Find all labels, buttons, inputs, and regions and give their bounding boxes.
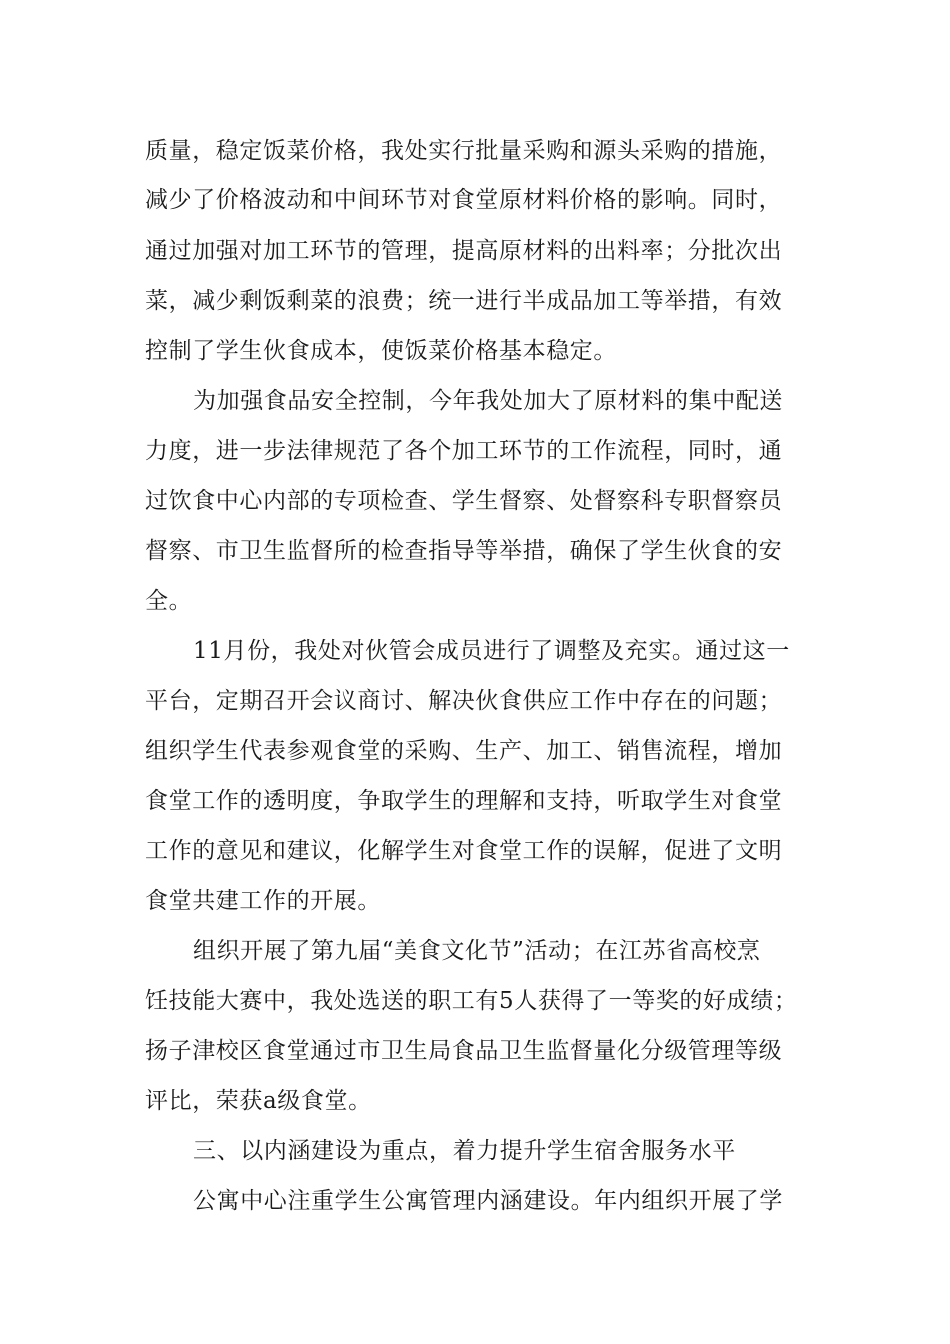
text-line: 力度，进一步法律规范了各个加工环节的工作流程，同时，通 [145, 438, 783, 464]
paragraph-first-line: 公寓中心注重学生公寓管理内涵建设。年内组织开展了学 [193, 1188, 783, 1214]
text-line: 工作的意见和建议，化解学生对食堂工作的误解，促进了文明 [145, 838, 783, 864]
paragraph-first-line: 11月份，我处对伙管会成员进行了调整及充实。通过这一 [193, 638, 790, 664]
text-line: 评比，荣获a级食堂。 [145, 1088, 372, 1114]
text-line: 控制了学生伙食成本，使饭菜价格基本稳定。 [145, 338, 617, 364]
text-line: 组织学生代表参观食堂的采购、生产、加工、销售流程，增加 [145, 738, 783, 764]
section-heading: 三、以内涵建设为重点，着力提升学生宿舍服务水平 [193, 1138, 736, 1164]
text-line: 菜，减少剩饭剩菜的浪费；统一进行半成品加工等举措，有效 [145, 288, 783, 314]
text-line: 扬子津校区食堂通过市卫生局食品卫生监督量化分级管理等级 [145, 1038, 783, 1064]
text-line: 食堂工作的透明度，争取学生的理解和支持，听取学生对食堂 [145, 788, 783, 814]
paragraph-first-line: 为加强食品安全控制，今年我处加大了原材料的集中配送 [193, 388, 783, 414]
text-line: 质量，稳定饭菜价格，我处实行批量采购和源头采购的措施， [145, 138, 783, 164]
text-line: 平台，定期召开会议商讨、解决伙食供应工作中存在的问题； [145, 688, 783, 714]
text-line: 督察、市卫生监督所的检查指导等举措，确保了学生伙食的安 [145, 538, 783, 564]
paragraph-first-line: 组织开展了第九届“美食文化节”活动；在江苏省高校烹 [193, 938, 761, 964]
text-line: 饪技能大赛中，我处选送的职工有5人获得了一等奖的好成绩； [145, 988, 798, 1014]
text-line: 过饮食中心内部的专项检查、学生督察、处督察科专职督察员 [145, 488, 783, 514]
text-line: 全。 [145, 588, 193, 614]
text-line: 减少了价格波动和中间环节对食堂原材料价格的影响。同时， [145, 187, 783, 213]
text-line: 通过加强对加工环节的管理，提高原材料的出料率；分批次出 [145, 238, 783, 264]
text-line: 食堂共建工作的开展。 [145, 888, 381, 914]
